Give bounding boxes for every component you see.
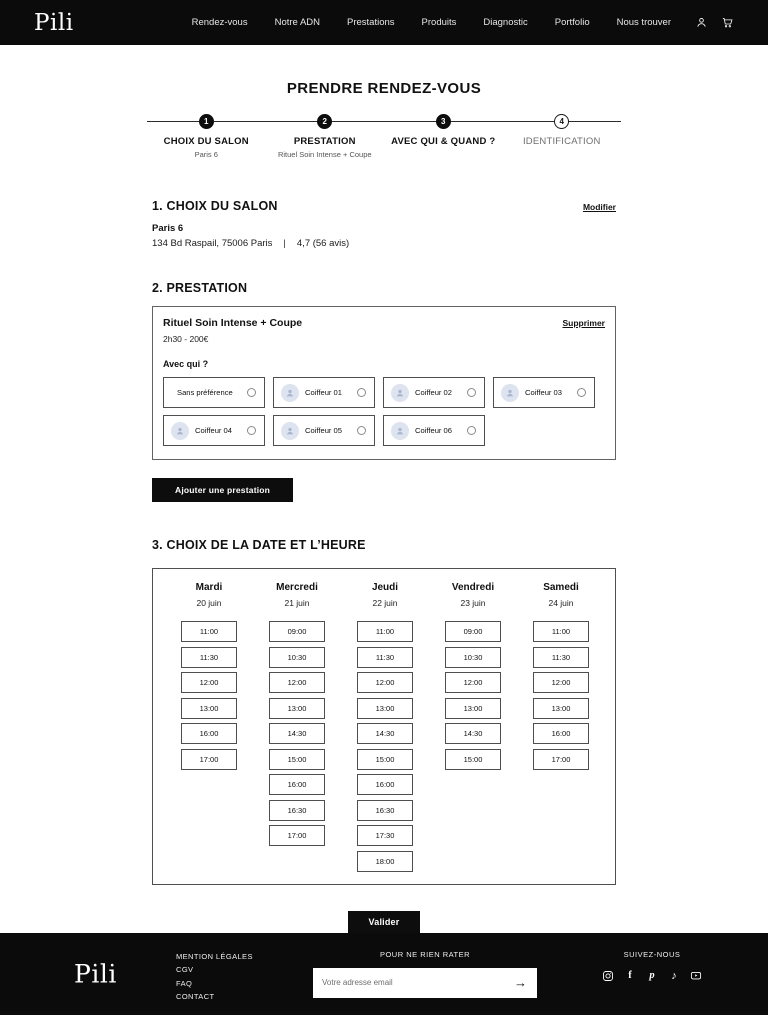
time-slot-button[interactable]: 13:00	[357, 698, 413, 719]
step-label: PRESTATION	[293, 136, 356, 147]
footer-links	[176, 950, 253, 1004]
stylist-avatar	[171, 422, 189, 440]
stylist-radio[interactable]	[247, 388, 256, 397]
page-title: PRENDRE RENDEZ-VOUS	[286, 80, 482, 97]
time-slot-button[interactable]: 13:00	[269, 698, 325, 719]
section-prestation	[152, 281, 616, 502]
step-sublabel: Rituel Soin Intense + Coupe	[277, 150, 372, 159]
prestation-name: Rituel Soin Intense + Coupe	[163, 317, 303, 329]
calendar-card	[152, 568, 616, 885]
stylist-radio[interactable]	[357, 426, 366, 435]
section-date-heure	[152, 538, 616, 933]
pinterest-icon[interactable]: p	[649, 970, 655, 981]
time-slot-button[interactable]: 14:30	[445, 723, 501, 744]
day-date: 22 juin	[372, 598, 398, 608]
step-label: CHOIX DU SALON	[163, 136, 249, 147]
nav-menu-item[interactable]: Portfolio	[554, 17, 590, 28]
nav-menu-item[interactable]: Rendez-vous	[191, 17, 248, 28]
brand-logo[interactable]: Pili	[34, 9, 74, 36]
time-slot-button[interactable]: 11:00	[533, 621, 589, 642]
validate-button[interactable]: Valider	[348, 911, 421, 933]
step-number: 2	[317, 114, 332, 129]
time-slot-button[interactable]: 11:30	[357, 647, 413, 668]
time-slot-button[interactable]: 09:00	[269, 621, 325, 642]
time-slot-button[interactable]: 14:30	[357, 723, 413, 744]
datetime-section-heading: 3. CHOIX DE LA DATE ET L’HEURE	[152, 538, 366, 552]
time-slot-button[interactable]: 18:00	[357, 851, 413, 872]
time-slots	[269, 621, 325, 846]
day-date: 20 juin	[196, 598, 222, 608]
stylist-option[interactable]	[273, 415, 375, 446]
footer-link[interactable]: CGV	[176, 965, 194, 974]
prestation-card	[152, 306, 616, 460]
footer-link[interactable]: MENTION LÉGALES	[176, 951, 253, 961]
calendar-day-column	[253, 582, 341, 872]
time-slot-button[interactable]: 17:00	[181, 749, 237, 770]
nav-menu-item[interactable]: Produits	[421, 17, 457, 28]
with-whom-label: Avec qui ?	[163, 359, 209, 369]
time-slot-button[interactable]: 09:00	[445, 621, 501, 642]
newsletter-input-wrap	[313, 968, 537, 998]
day-name: Mercredi	[276, 582, 318, 593]
nav-menu-item[interactable]: Nous trouver	[616, 17, 671, 28]
step-label: IDENTIFICATION	[522, 136, 601, 147]
stylist-avatar	[281, 422, 299, 440]
time-slot-button[interactable]: 17:30	[357, 825, 413, 846]
instagram-icon[interactable]	[602, 970, 614, 982]
newsletter-email-input[interactable]	[322, 978, 513, 987]
stylist-option[interactable]	[383, 377, 485, 408]
time-slot-button[interactable]: 12:00	[181, 672, 237, 693]
step-number: 4	[554, 114, 569, 129]
stylist-radio[interactable]	[467, 388, 476, 397]
stylist-label: Coiffeur 04	[195, 426, 233, 435]
remove-prestation-link[interactable]: Supprimer	[562, 318, 605, 328]
day-date: 23 juin	[460, 598, 486, 608]
stylist-radio[interactable]	[577, 388, 586, 397]
step-number: 1	[199, 114, 214, 129]
social-block	[602, 950, 702, 982]
stylist-label: Coiffeur 02	[415, 388, 453, 397]
time-slot-button[interactable]: 10:30	[445, 647, 501, 668]
follow-us-heading: SUIVEZ-NOUS	[623, 949, 681, 959]
time-slot-button[interactable]: 15:00	[445, 749, 501, 770]
salon-rating: 4,7 (56 avis)	[296, 238, 350, 249]
time-slot-button[interactable]: 16:00	[533, 723, 589, 744]
newsletter-block	[313, 950, 537, 998]
day-name: Jeudi	[371, 582, 399, 593]
day-date: 21 juin	[284, 598, 310, 608]
stepper-step[interactable]	[503, 114, 622, 159]
salon-meta	[152, 238, 616, 249]
time-slot-button[interactable]: 15:00	[269, 749, 325, 770]
stylist-avatar	[281, 384, 299, 402]
step-sublabel: Paris 6	[194, 150, 218, 159]
day-name: Samedi	[543, 582, 579, 593]
time-slot-button[interactable]: 11:30	[181, 647, 237, 668]
time-slot-button[interactable]: 16:00	[181, 723, 237, 744]
stylist-label: Coiffeur 01	[305, 388, 343, 397]
footer-link[interactable]: FAQ	[176, 978, 193, 988]
facebook-icon[interactable]: f	[628, 970, 632, 981]
modify-salon-link[interactable]: Modifier	[582, 202, 616, 212]
salon-separator: |	[283, 238, 286, 249]
stylist-avatar	[501, 384, 519, 402]
time-slot-button[interactable]: 13:00	[445, 698, 501, 719]
time-slots	[181, 621, 237, 770]
top-nav	[0, 0, 768, 45]
stylist-radio[interactable]	[247, 426, 256, 435]
step-number: 3	[436, 114, 451, 129]
time-slot-button[interactable]: 13:00	[181, 698, 237, 719]
prestation-section-heading: 2. PRESTATION	[152, 281, 248, 295]
stylist-option[interactable]	[493, 377, 595, 408]
day-date: 24 juin	[548, 598, 574, 608]
social-icons-row	[602, 970, 702, 982]
time-slot-button[interactable]: 11:30	[533, 647, 589, 668]
time-slot-button[interactable]: 16:30	[269, 800, 325, 821]
day-name: Vendredi	[451, 582, 495, 593]
cart-icon[interactable]	[721, 16, 734, 29]
footer-brand-logo[interactable]: Pili	[74, 959, 117, 988]
time-slot-button[interactable]: 17:00	[269, 825, 325, 846]
prestation-details: 2h30 - 200€	[163, 334, 209, 344]
footer-link[interactable]: CONTACT	[176, 992, 215, 1001]
calendar-days	[165, 582, 603, 872]
time-slots	[357, 621, 413, 872]
day-name: Mardi	[195, 582, 223, 593]
time-slot-button[interactable]: 16:30	[357, 800, 413, 821]
calendar-day-column	[517, 582, 605, 872]
time-slots	[533, 621, 589, 770]
stylist-option[interactable]	[163, 415, 265, 446]
stepper-step[interactable]	[266, 114, 385, 159]
stylist-option[interactable]	[383, 415, 485, 446]
calendar-day-column	[341, 582, 429, 872]
tiktok-icon[interactable]: ♪	[671, 969, 677, 982]
time-slot-button[interactable]: 13:00	[533, 698, 589, 719]
stylist-label: Coiffeur 03	[525, 388, 563, 397]
account-icon[interactable]	[695, 16, 708, 29]
stylist-option[interactable]	[273, 377, 375, 408]
time-slots	[445, 621, 501, 770]
time-slot-button[interactable]: 11:00	[357, 621, 413, 642]
stylist-option[interactable]	[163, 377, 265, 408]
nav-menu	[192, 17, 671, 28]
time-slot-button[interactable]: 12:00	[357, 672, 413, 693]
nav-menu-item[interactable]: Notre ADN	[274, 17, 320, 28]
stylist-label: Sans préférence	[177, 388, 233, 397]
nav-menu-item[interactable]: Diagnostic	[483, 17, 528, 28]
section-choix-salon	[152, 199, 616, 249]
time-slot-button[interactable]: 12:00	[445, 672, 501, 693]
newsletter-heading: POUR NE RIEN RATER	[379, 949, 471, 959]
add-prestation-button[interactable]: Ajouter une prestation	[152, 478, 293, 502]
salon-section-heading: 1. CHOIX DU SALON	[152, 199, 278, 213]
stepper-step[interactable]	[147, 114, 266, 159]
salon-name: Paris 6	[152, 223, 184, 234]
time-slot-button[interactable]: 16:00	[269, 774, 325, 795]
time-slot-button[interactable]: 17:00	[533, 749, 589, 770]
time-slot-button[interactable]: 16:00	[357, 774, 413, 795]
time-slot-button[interactable]: 11:00	[181, 621, 237, 642]
youtube-icon[interactable]	[690, 970, 702, 982]
time-slot-button[interactable]: 12:00	[533, 672, 589, 693]
step-label: AVEC QUI & QUAND ?	[391, 136, 496, 147]
stepper-step[interactable]	[384, 114, 503, 159]
time-slot-button[interactable]: 10:30	[269, 647, 325, 668]
stylist-avatar	[391, 422, 409, 440]
stylist-options	[163, 377, 605, 446]
time-slot-button[interactable]: 12:00	[269, 672, 325, 693]
footer	[0, 933, 768, 1015]
salon-address: 134 Bd Raspail, 75006 Paris	[152, 238, 273, 249]
booking-stepper	[147, 114, 621, 159]
time-slot-button[interactable]: 14:30	[269, 723, 325, 744]
calendar-day-column	[429, 582, 517, 872]
newsletter-submit-arrow-icon[interactable]: →	[514, 975, 527, 990]
stylist-radio[interactable]	[357, 388, 366, 397]
stylist-label: Coiffeur 06	[415, 426, 453, 435]
stylist-avatar	[391, 384, 409, 402]
calendar-day-column	[165, 582, 253, 872]
stylist-radio[interactable]	[467, 426, 476, 435]
nav-icons	[695, 16, 734, 29]
nav-menu-item[interactable]: Prestations	[347, 17, 395, 28]
stylist-label: Coiffeur 05	[305, 426, 343, 435]
time-slot-button[interactable]: 15:00	[357, 749, 413, 770]
